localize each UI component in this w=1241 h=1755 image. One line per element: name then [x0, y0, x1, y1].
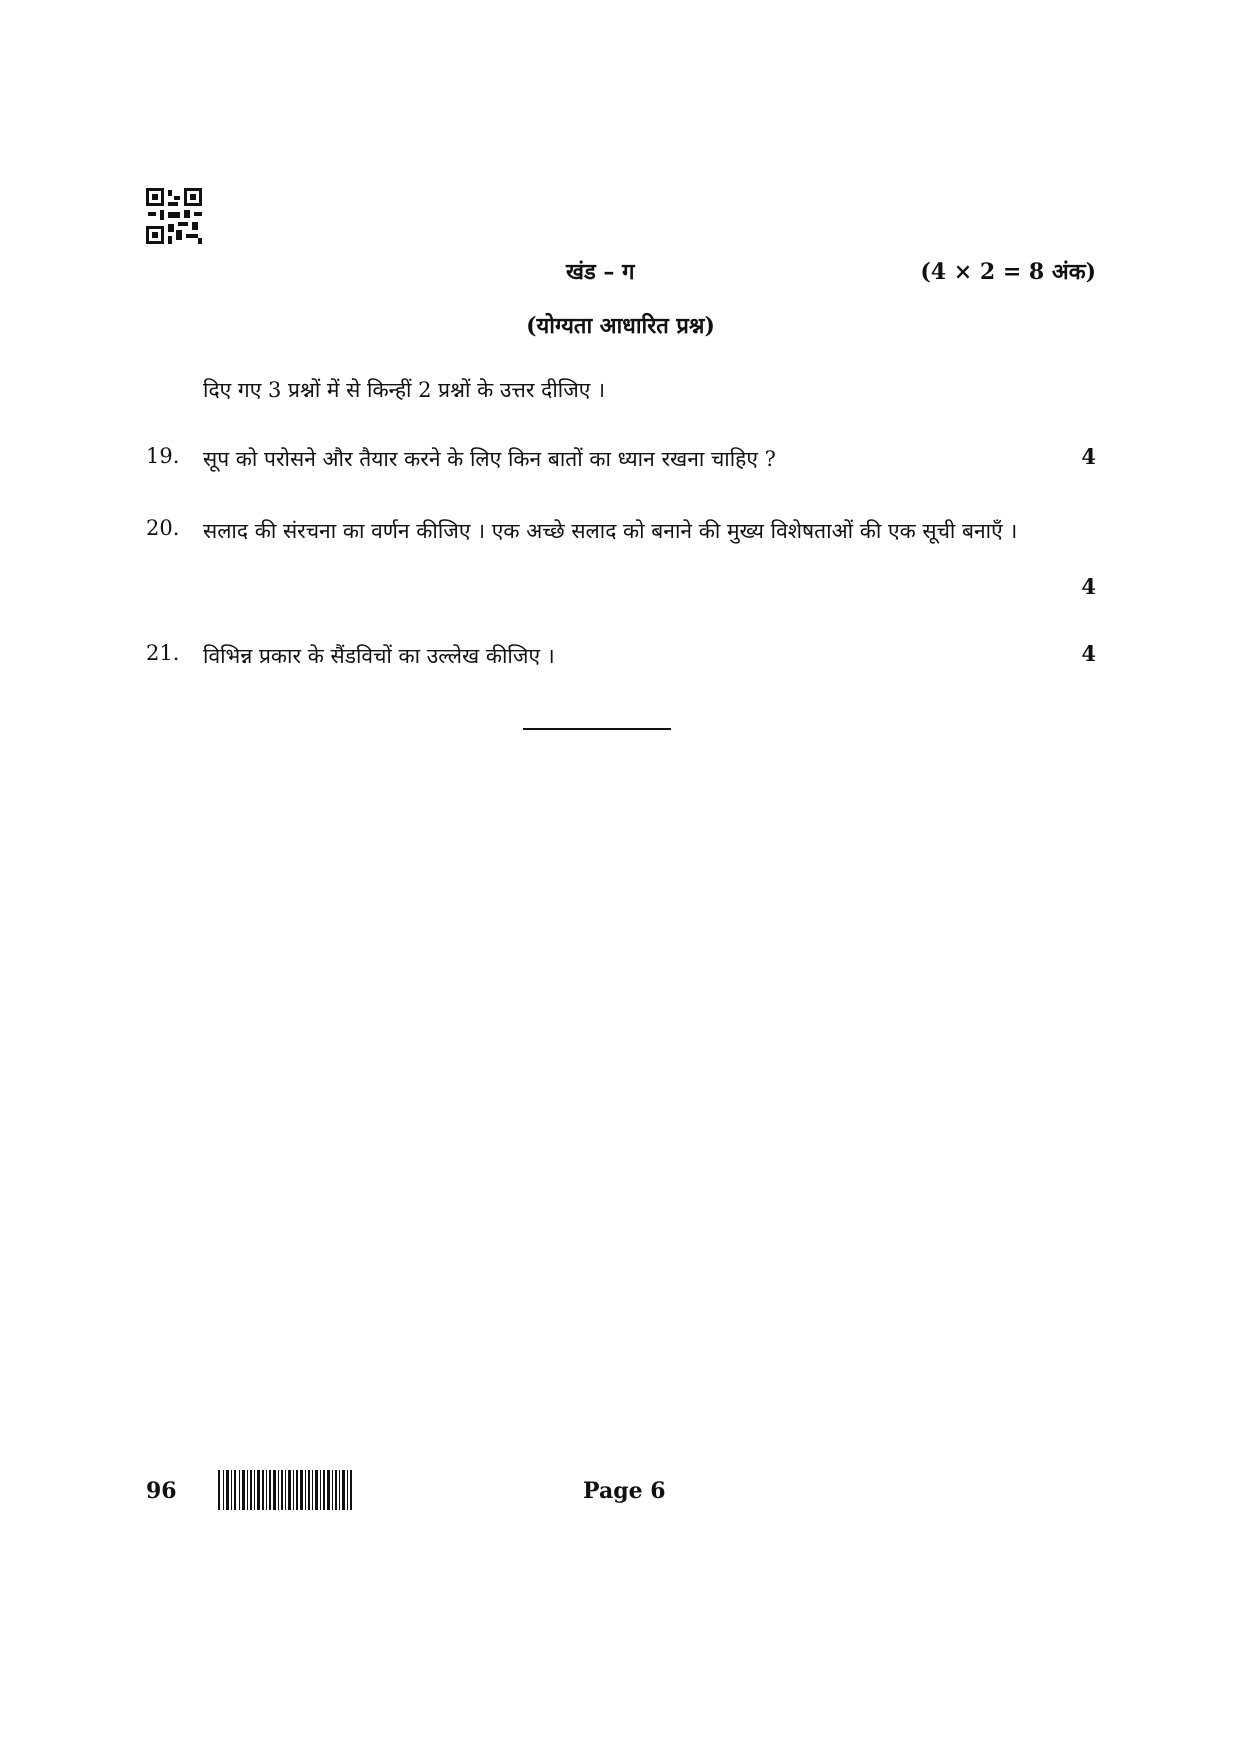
page-number: Page 6 — [583, 1478, 666, 1504]
question-text: सलाद की संरचना का वर्णन कीजिए । एक अच्छे सलाद को बनाने की मुख्य विशेषताओं की एक सूची बनाएँ । — [203, 519, 1018, 543]
question-number: 20. — [146, 516, 180, 540]
question-21 — [146, 627, 1096, 685]
question-marks: 4 — [1081, 444, 1096, 469]
question-text: सूप को परोसने और तैयार करने के लिए किन बातों का ध्यान रखना चाहिए ? — [203, 447, 776, 471]
barcode — [218, 1470, 352, 1510]
question-number: 21. — [146, 641, 180, 665]
question-20 — [146, 502, 1096, 618]
instruction-text: दिए गए 3 प्रश्नों में से किन्हीं 2 प्रश्नों के उत्तर दीजिए । — [203, 378, 606, 402]
section-subtitle: (योग्यता आधारित प्रश्न) — [526, 313, 715, 339]
paper-code: 96 — [146, 1478, 177, 1504]
question-19 — [146, 430, 1096, 488]
question-text: विभिन्न प्रकार के सैंडविचों का उल्लेख कीजिए । — [203, 644, 555, 668]
question-number: 19. — [146, 444, 180, 468]
section-title: खंड – ग — [566, 259, 635, 285]
question-marks: 4 — [1081, 574, 1096, 599]
section-marks: (4 × 2 = 8 अंक) — [920, 259, 1096, 285]
qr-code — [146, 188, 202, 244]
question-marks: 4 — [1081, 641, 1096, 666]
end-divider — [523, 728, 671, 730]
